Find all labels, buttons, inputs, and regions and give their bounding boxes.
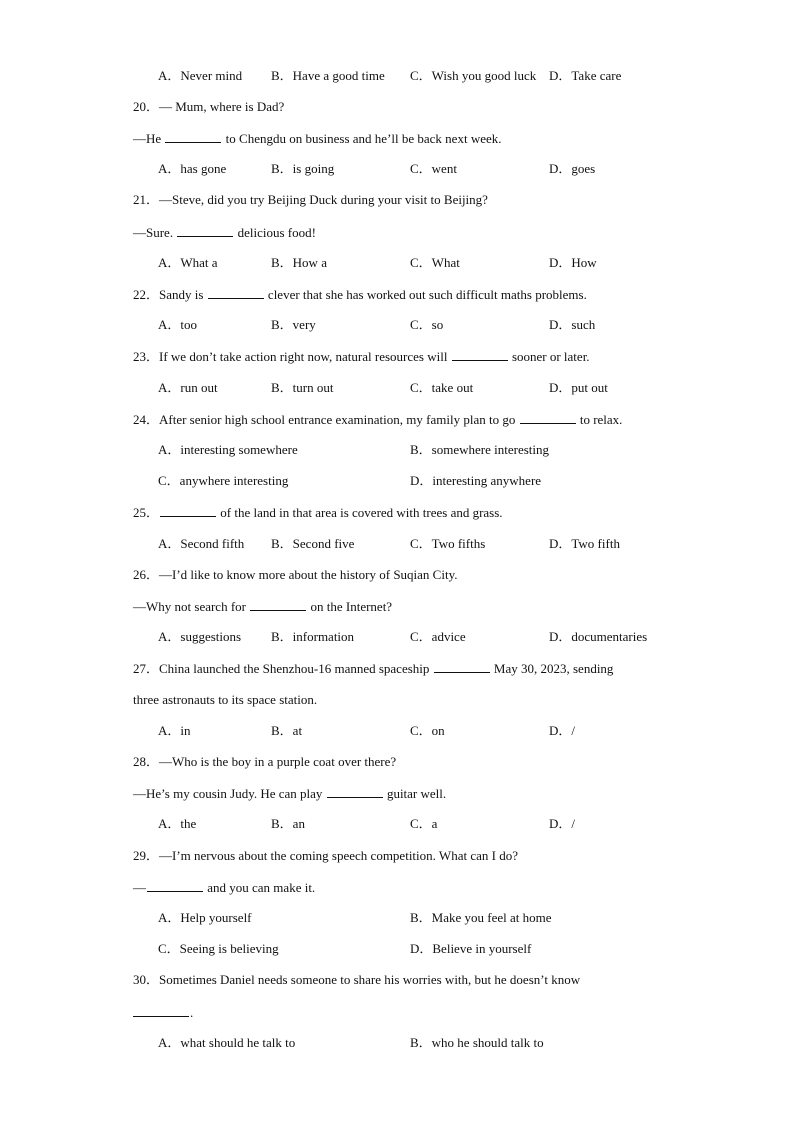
question-stem: 20．— Mum, where is Dad? <box>133 99 285 114</box>
text-after-blank: delicious food! <box>237 225 316 240</box>
answer-blank <box>327 785 383 798</box>
question-dialogue <box>133 598 392 615</box>
option-b: B．somewhere interesting <box>410 442 549 457</box>
option-d: D．documentaries <box>549 629 648 644</box>
question-stem-continued: three astronauts to its space station. <box>133 692 318 707</box>
text-before-blank: —He <box>133 131 162 146</box>
question-stem: 30．Sometimes Daniel needs someone to share his worries with, but he doesn’t know <box>133 972 581 987</box>
option-b: B．Make you feel at home <box>410 910 552 925</box>
question-stem <box>133 504 503 521</box>
option-d: D．Two fifth <box>549 536 620 551</box>
text-after-blank: guitar well. <box>386 786 447 801</box>
option-b: B．who he should talk to <box>410 1035 544 1050</box>
text-before-blank: —He’s my cousin Judy. He can play <box>133 786 323 801</box>
question-dialogue <box>133 130 502 147</box>
option-c: C．went <box>410 161 457 176</box>
text-before-blank: 27．China launched the Shenzhou-16 manned spaceship <box>133 661 430 676</box>
option-a: A．what should he talk to <box>158 1035 296 1050</box>
text-after-blank: to Chengdu on business and he’ll be back next week. <box>225 131 502 146</box>
option-d: D．/ <box>549 816 576 831</box>
text-after-blank: on the Internet? <box>310 599 393 614</box>
option-d: D．/ <box>549 723 576 738</box>
text-before-blank: 23．If we don’t take action right now, natural resources will <box>133 349 448 364</box>
option-c: C．What <box>410 255 460 270</box>
answer-blank <box>160 504 216 517</box>
answer-blank <box>434 660 490 673</box>
text-after-blank: clever that she has worked out such difficult maths problems. <box>267 287 587 302</box>
option-c: C．Wish you good luck <box>410 68 537 83</box>
text-after-blank: sooner or later. <box>511 349 590 364</box>
question-stem <box>133 286 587 303</box>
text-after-blank: and you can make it. <box>207 880 316 895</box>
option-c: C．so <box>410 317 444 332</box>
question-stem: 21．—Steve, did you try Beijing Duck during your visit to Beijing? <box>133 192 488 207</box>
question-stem: 28．—Who is the boy in a purple coat over there? <box>133 754 397 769</box>
option-c: C．Two fifths <box>410 536 486 551</box>
answer-blank <box>147 879 203 892</box>
option-a: A．Second fifth <box>158 536 245 551</box>
question-stem <box>133 348 590 365</box>
text-after-blank: May 30, 2023, sending <box>493 661 614 676</box>
option-b: B．at <box>271 723 303 738</box>
option-a: A．What a <box>158 255 218 270</box>
option-b: B．very <box>271 317 316 332</box>
option-d: D．put out <box>549 380 608 395</box>
text-after-blank: . <box>190 1005 194 1020</box>
answer-blank <box>165 130 221 143</box>
option-b: B．information <box>271 629 355 644</box>
option-a: A．Never mind <box>158 68 243 83</box>
text-before-blank: — <box>133 880 146 895</box>
text-after-blank: of the land in that area is covered with trees and grass. <box>220 505 503 520</box>
answer-blank <box>177 224 233 237</box>
text-before-blank: —Why not search for <box>133 599 246 614</box>
text-before-blank: —Sure. <box>133 225 174 240</box>
question-stem <box>133 660 613 677</box>
option-b: B．Second five <box>271 536 355 551</box>
option-d: D．interesting anywhere <box>410 473 542 488</box>
question-stem: 29．—I’m nervous about the coming speech competition. What can I do? <box>133 848 518 863</box>
answer-blank <box>208 286 264 299</box>
question-stem <box>133 411 622 428</box>
text-after-blank: to relax. <box>579 412 623 427</box>
option-a: A．interesting somewhere <box>158 442 298 457</box>
option-b: B．How a <box>271 255 327 270</box>
question-dialogue <box>133 224 316 241</box>
option-d: D．Believe in yourself <box>410 941 532 956</box>
answer-blank <box>133 1004 189 1017</box>
option-b: B．an <box>271 816 305 831</box>
option-a: A．in <box>158 723 191 738</box>
option-a: A．too <box>158 317 198 332</box>
text-before-blank: 24．After senior high school entrance examination, my family plan to go <box>133 412 516 427</box>
question-stem: 26．—I’d like to know more about the history of Suqian City. <box>133 567 458 582</box>
text-before-blank: 22．Sandy is <box>133 287 204 302</box>
option-a: A．Help yourself <box>158 910 252 925</box>
option-d: D．such <box>549 317 596 332</box>
option-b: B．turn out <box>271 380 334 395</box>
option-c: C．advice <box>410 629 466 644</box>
option-a: A．has gone <box>158 161 227 176</box>
question-stem-continued <box>133 1004 193 1021</box>
option-d: D．How <box>549 255 597 270</box>
option-b: B．is going <box>271 161 335 176</box>
option-d: D．Take care <box>549 68 622 83</box>
option-c: C．take out <box>410 380 474 395</box>
answer-blank <box>250 598 306 611</box>
option-c: C．a <box>410 816 438 831</box>
option-a: A．suggestions <box>158 629 242 644</box>
answer-blank <box>452 348 508 361</box>
answer-blank <box>520 411 576 424</box>
option-c: C．on <box>410 723 445 738</box>
option-c: C．anywhere interesting <box>158 473 289 488</box>
text-before-blank: 25． <box>133 505 160 520</box>
option-a: A．run out <box>158 380 218 395</box>
question-dialogue <box>133 785 446 802</box>
question-dialogue <box>133 879 315 896</box>
option-d: D．goes <box>549 161 596 176</box>
option-a: A．the <box>158 816 197 831</box>
option-c: C．Seeing is believing <box>158 941 279 956</box>
option-b: B．Have a good time <box>271 68 385 83</box>
